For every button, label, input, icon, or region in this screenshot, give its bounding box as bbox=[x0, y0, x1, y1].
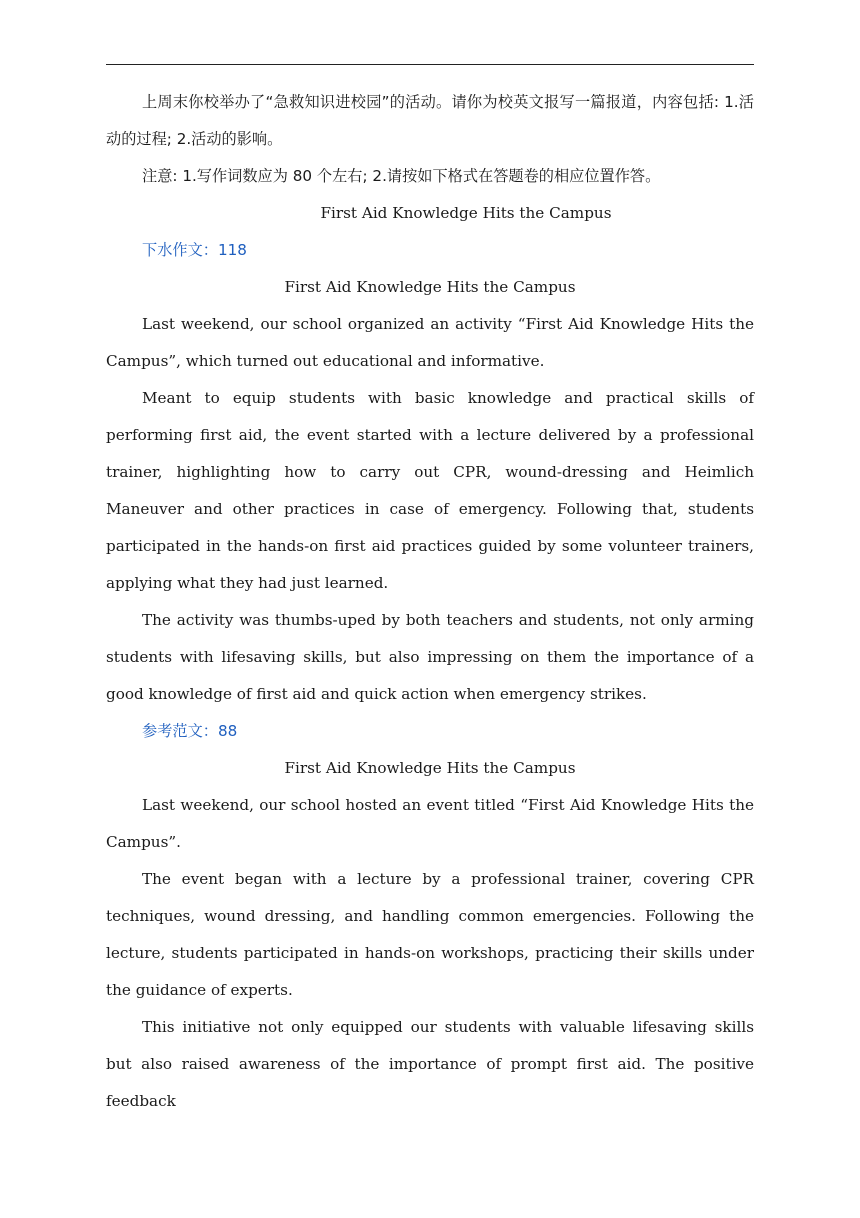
essay1-paragraph: Last weekend, our school organized an activity “First Aid Knowledge Hits the Campus”, which turned out educational and informative. bbox=[106, 315, 754, 370]
prompt-task: 上周末你校举办了“急救知识进校园”的活动。请你为校英文报写一篇报道，内容包括: 1.活动的过程; 2.活动的影响。 bbox=[106, 93, 754, 148]
essay2-label: 参考范文：88 bbox=[142, 722, 238, 740]
essay1-paragraph: Meant to equip students with basic knowledge and practical skills of performing first aid, the event started with a lecture delivered by a professional trainer, highlighting how to carry out CPR, wound-dressing and Heimlich Maneuver and other practices in case of emergency. Following that, students participated in the hands-on first aid practices guided by some volunteer trainers, applying what they had just learned. bbox=[106, 389, 754, 592]
header-rule bbox=[106, 64, 754, 65]
essay2-paragraph: The event began with a lecture by a professional trainer, covering CPR techniques, wound dressing, and handling common emergencies. Following the lecture, students participated in hands-on workshops, practicing their skills under the guidance of experts. bbox=[106, 870, 754, 999]
essay2-title: First Aid Knowledge Hits the Campus bbox=[284, 759, 576, 777]
essay2-paragraph: Last weekend, our school hosted an event titled “First Aid Knowledge Hits the Campus”. bbox=[106, 796, 754, 851]
essay1-paragraph: The activity was thumbs-uped by both teachers and students, not only arming students with lifesaving skills, but also impressing on them the importance of a good knowledge of first aid and quick action when emergency strikes. bbox=[106, 611, 754, 703]
prompt-notes: 注意: 1.写作词数应为 80 个左右; 2.请按如下格式在答题卷的相应位置作答。 bbox=[142, 167, 661, 185]
essay2-paragraph: This initiative not only equipped our students with valuable lifesaving skills but also raised awareness of the importance of prompt first aid. The positive feedback bbox=[106, 1018, 754, 1110]
format-title: First Aid Knowledge Hits the Campus bbox=[320, 204, 612, 222]
document-body bbox=[106, 84, 754, 1120]
essay1-label: 下水作文：118 bbox=[142, 241, 247, 259]
essay1-title: First Aid Knowledge Hits the Campus bbox=[284, 278, 576, 296]
